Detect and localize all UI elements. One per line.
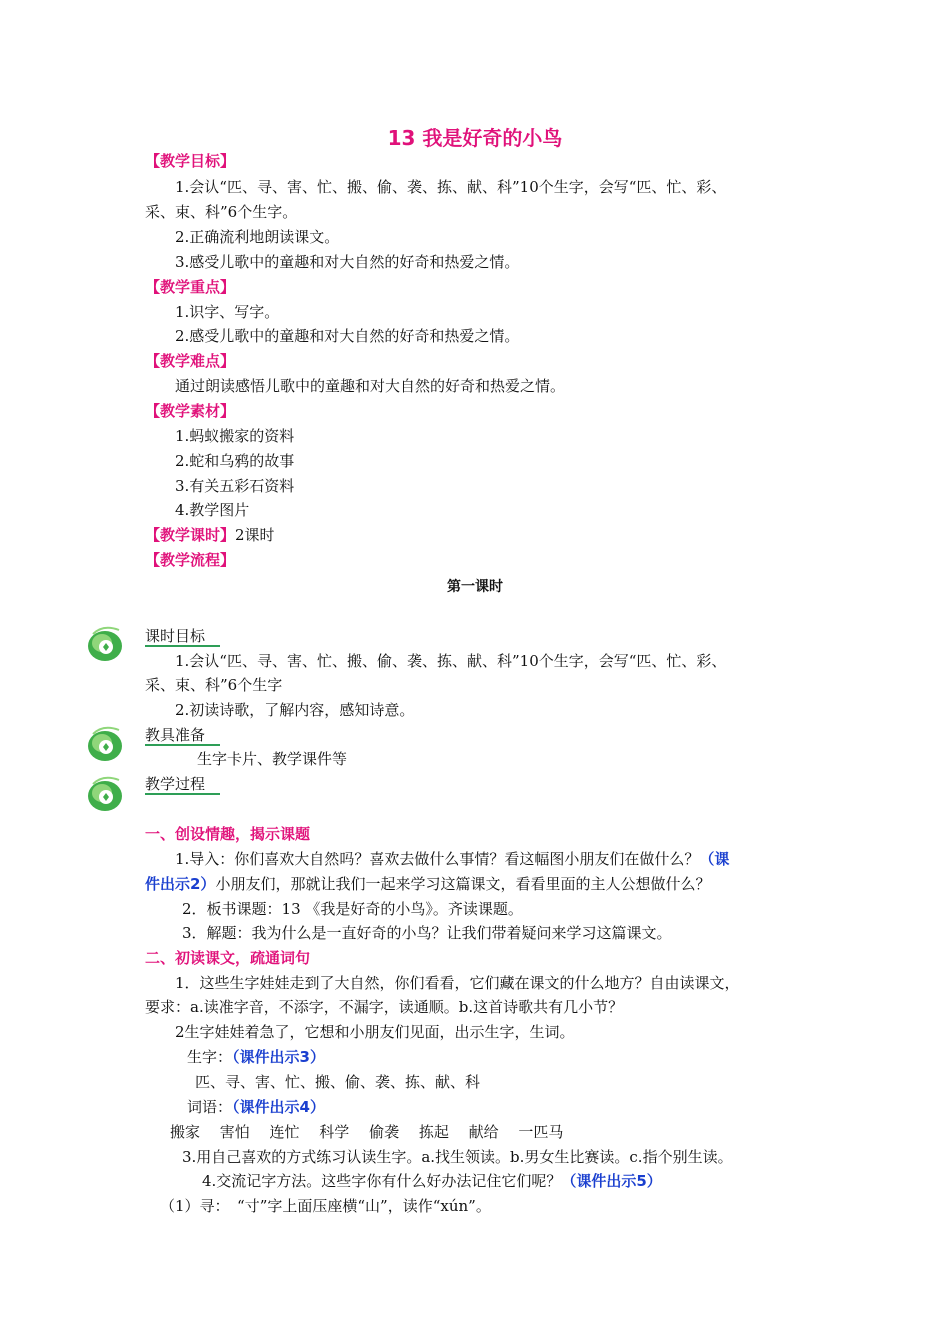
objective-line: 2.正确流利地朗读课文。 — [175, 228, 340, 246]
section-heading: 二、初读课文，疏通词句 — [145, 949, 311, 967]
keypoint-line: 1.识字、写字。 — [175, 303, 280, 321]
objectives-header: 【教学目标】 — [145, 152, 236, 170]
material-line: 3.有关五彩石资料 — [175, 477, 295, 495]
objective-line: 3.感受儿歌中的童趣和对大自然的好奇和热爱之情。 — [175, 253, 520, 271]
courseware-cue: （课 — [699, 850, 730, 868]
paragraph-line — [202, 1170, 662, 1192]
paragraph-line: 1．这些生字娃娃走到了大自然，你们看看，它们藏在课文的什么地方？自由读课文， — [175, 974, 740, 992]
hours-value: 2课时 — [235, 526, 275, 544]
paragraph-line: 2．板书课题：13 《我是好奇的小鸟》。齐读课题。 — [182, 900, 523, 918]
courseware-cue: （课件出示4） — [232, 1098, 325, 1116]
text: 小朋友们，那就让我们一起来学习这篇课文，看看里面的主人公想做什么？ — [215, 875, 711, 893]
goal-underline — [145, 645, 220, 647]
courseware-cue: （课件出示5） — [561, 1172, 662, 1190]
document-title: 13 我是好奇的小鸟 — [387, 126, 563, 150]
paragraph-line: 要求：a.读准字音，不添字，不漏字，读通顺。b.这首诗歌共有几小节？ — [145, 998, 624, 1016]
text: 4.交流记字方法。这些字你有什么好办法记住它们呢？ — [202, 1172, 562, 1190]
keypoints-header: 【教学重点】 — [145, 278, 236, 296]
process-underline — [145, 793, 220, 795]
paragraph-line: 3．解题：我为什么是一直好奇的小鸟？让我们带着疑问来学习这篇课文。 — [182, 924, 672, 942]
paragraph-line — [145, 873, 710, 895]
goal-line: 1.会认“匹、寻、害、忙、搬、偷、袭、拣、献、科”10个生字，会写“匹、忙、彩、 — [175, 652, 727, 670]
words-row — [187, 1096, 325, 1118]
chars-list: 匹、寻、害、忙、搬、偷、袭、拣、献、科 — [195, 1073, 481, 1091]
material-line: 1.蚂蚁搬家的资料 — [175, 427, 295, 445]
chars-row — [187, 1046, 325, 1068]
paragraph-line: （1）寻： “寸”字上面压座横“山”，读作“xún”。 — [160, 1197, 491, 1215]
text: 1.导入：你们喜欢大自然吗？喜欢去做什么事情？看这幅图小朋友们在做什么？ — [175, 850, 700, 868]
courseware-cue: 件出示2） — [145, 875, 216, 893]
section-heading: 一、创设情趣，揭示课题 — [145, 825, 311, 843]
objective-line: 1.会认“匹、寻、害、忙、搬、偷、袭、拣、献、科”10个生字，会写“匹、忙、彩、 — [175, 178, 727, 196]
hours-row — [145, 524, 275, 546]
goal-label: 课时目标 — [145, 627, 206, 645]
objective-line: 采、束、科”6个生字。 — [145, 203, 298, 221]
flow-header: 【教学流程】 — [145, 551, 236, 569]
words-list: 搬家 害怕 连忙 科学 偷袭 拣起 献给 一匹马 — [170, 1123, 564, 1141]
paragraph-line: 3.用自己喜欢的方式练习认读生字。a.找生领读。b.男女生比赛读。c.指个别生读。 — [182, 1148, 733, 1166]
prep-line: 生字卡片、教学课件等 — [197, 750, 348, 768]
prep-label: 教具准备 — [145, 726, 206, 744]
material-line: 4.教学图片 — [175, 501, 250, 519]
leaf-icon — [85, 722, 127, 764]
leaf-icon — [85, 622, 127, 664]
material-line: 2.蛇和乌鸦的故事 — [175, 452, 295, 470]
keypoint-line: 2.感受儿歌中的童趣和对大自然的好奇和热爱之情。 — [175, 327, 520, 345]
goal-line: 2.初读诗歌，了解内容，感知诗意。 — [175, 701, 415, 719]
process-label: 教学过程 — [145, 775, 206, 793]
hours-header: 【教学课时】 — [145, 526, 236, 544]
goal-line: 采、束、科”6个生字 — [145, 676, 283, 694]
leaf-icon — [85, 772, 127, 814]
paragraph-line — [175, 848, 729, 870]
words-label: 词语： — [187, 1098, 233, 1116]
difficulties-header: 【教学难点】 — [145, 352, 236, 370]
prep-underline — [145, 744, 220, 746]
materials-header: 【教学素材】 — [145, 402, 236, 420]
paragraph-line: 2生字娃娃着急了，它想和小朋友们见面，出示生字，生词。 — [175, 1023, 575, 1041]
courseware-cue: （课件出示3） — [232, 1048, 325, 1066]
difficulty-line: 通过朗读感悟儿歌中的童趣和对大自然的好奇和热爱之情。 — [175, 377, 566, 395]
chars-label: 生字： — [187, 1048, 233, 1066]
lesson-title: 第一课时 — [447, 579, 503, 595]
